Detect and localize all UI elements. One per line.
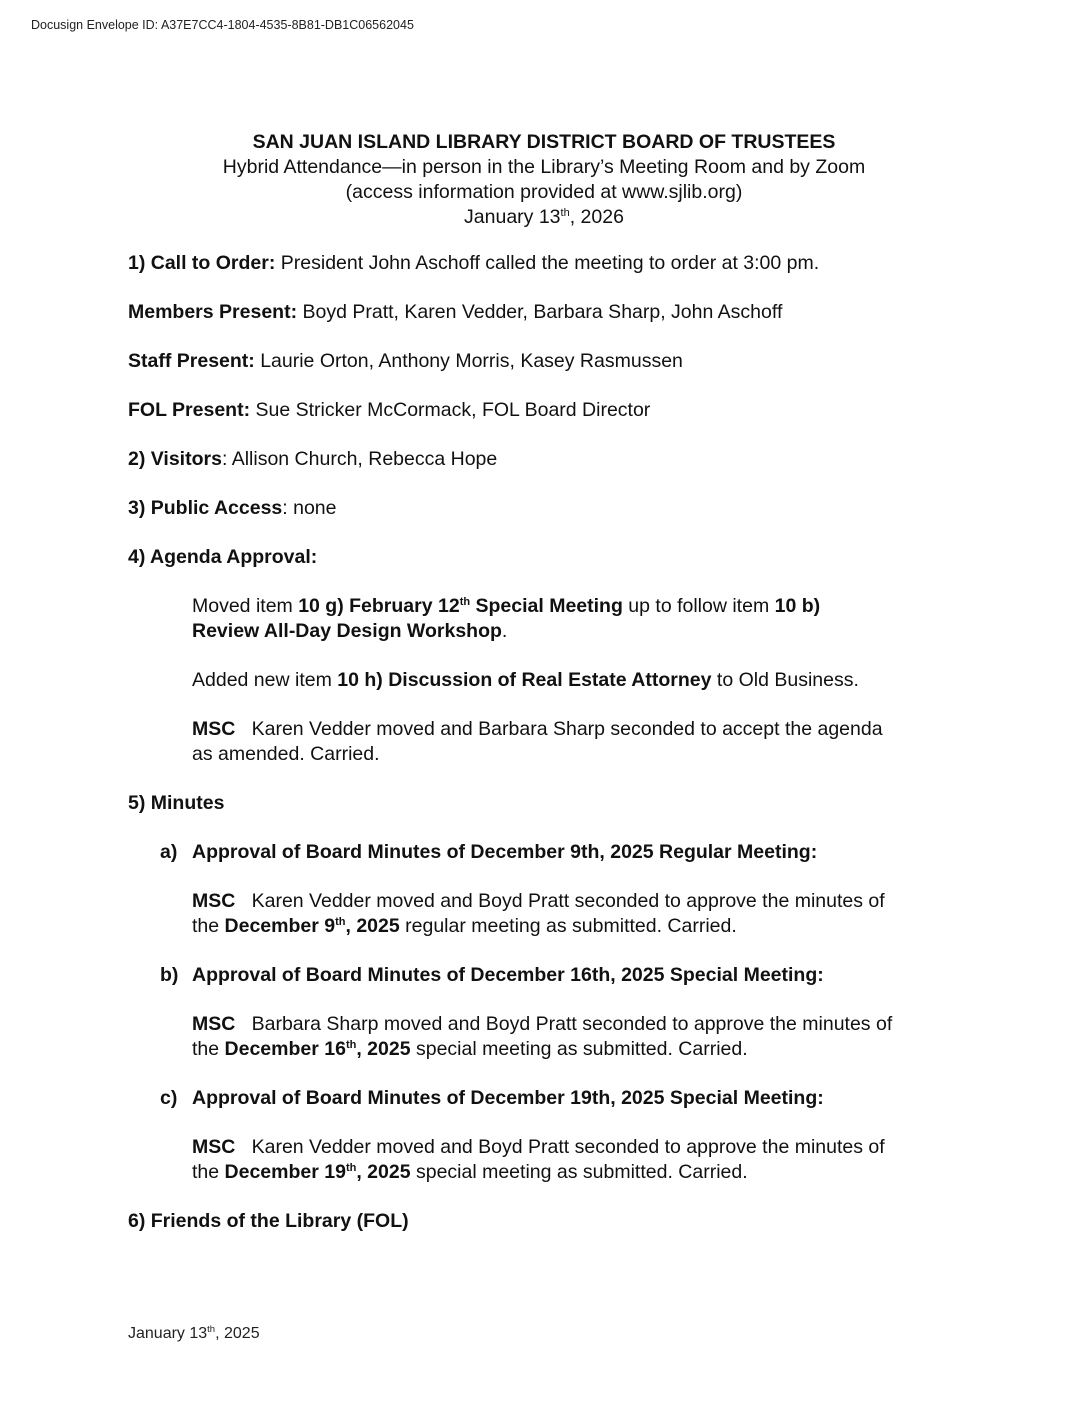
document-title: SAN JUAN ISLAND LIBRARY DISTRICT BOARD OF TRUSTEES	[252, 131, 836, 153]
attendance-line: Hybrid Attendance—in person in the Library’s Meeting Room and by Zoom	[222, 156, 866, 178]
agenda-msc-cont: as amended. Carried.	[192, 743, 380, 765]
agenda-approval-heading: 4) Agenda Approval:	[128, 546, 318, 568]
meeting-date: January 13th, 2026	[464, 206, 624, 228]
minutes-item-a-msc: MSC Karen Vedder moved and Boyd Pratt seconded to approve the minutes of	[192, 890, 885, 912]
agenda-added-item: Added new item 10 h) Discussion of Real Estate Attorney to Old Business.	[192, 669, 859, 691]
minutes-item-b-msc: MSC Barbara Sharp moved and Boyd Pratt seconded to approve the minutes of	[192, 1013, 893, 1035]
staff-present: Staff Present: Laurie Orton, Anthony Morris, Kasey Rasmussen	[128, 350, 683, 372]
visitors: 2) Visitors: Allison Church, Rebecca Hope	[128, 448, 498, 470]
fol-heading: 6) Friends of the Library (FOL)	[128, 1210, 409, 1232]
agenda-moved-item: Moved item 10 g) February 12th Special Meeting up to follow item 10 b)	[192, 595, 821, 617]
minutes-item-a-msc-cont: the December 9th, 2025 regular meeting as submitted. Carried.	[192, 915, 737, 937]
call-to-order: 1) Call to Order: President John Aschoff called the meeting to order at 3:00 pm.	[128, 252, 820, 274]
envelope-id: Docusign Envelope ID: A37E7CC4-1804-4535-8B81-DB1C06562045	[31, 18, 414, 32]
minutes-item-a-title: a) Approval of Board Minutes of December 9th, 2025 Regular Meeting:	[160, 841, 818, 863]
agenda-moved-item-cont: Review All-Day Design Workshop.	[192, 620, 508, 642]
minutes-item-b-title: b) Approval of Board Minutes of December 16th, 2025 Special Meeting:	[160, 964, 824, 986]
document-header	[0, 130, 1088, 230]
page-footer-date: January 13th, 2025	[128, 1324, 260, 1342]
agenda-msc: MSC Karen Vedder moved and Barbara Sharp seconded to accept the agenda	[192, 718, 883, 740]
public-access: 3) Public Access: none	[128, 497, 337, 519]
minutes-item-b-msc-cont: the December 16th, 2025 special meeting as submitted. Carried.	[192, 1038, 748, 1060]
fol-present: FOL Present: Sue Stricker McCormack, FOL Board Director	[128, 399, 651, 421]
minutes-item-c-msc: MSC Karen Vedder moved and Boyd Pratt seconded to approve the minutes of	[192, 1136, 885, 1158]
members-present: Members Present: Boyd Pratt, Karen Vedder, Barbara Sharp, John Aschoff	[128, 301, 783, 323]
minutes-item-c-title: c) Approval of Board Minutes of December 19th, 2025 Special Meeting:	[160, 1087, 824, 1109]
access-info-line: (access information provided at www.sjlib.org)	[345, 181, 743, 203]
minutes-item-c-msc-cont: the December 19th, 2025 special meeting as submitted. Carried.	[192, 1161, 748, 1183]
minutes-heading: 5) Minutes	[128, 792, 225, 814]
